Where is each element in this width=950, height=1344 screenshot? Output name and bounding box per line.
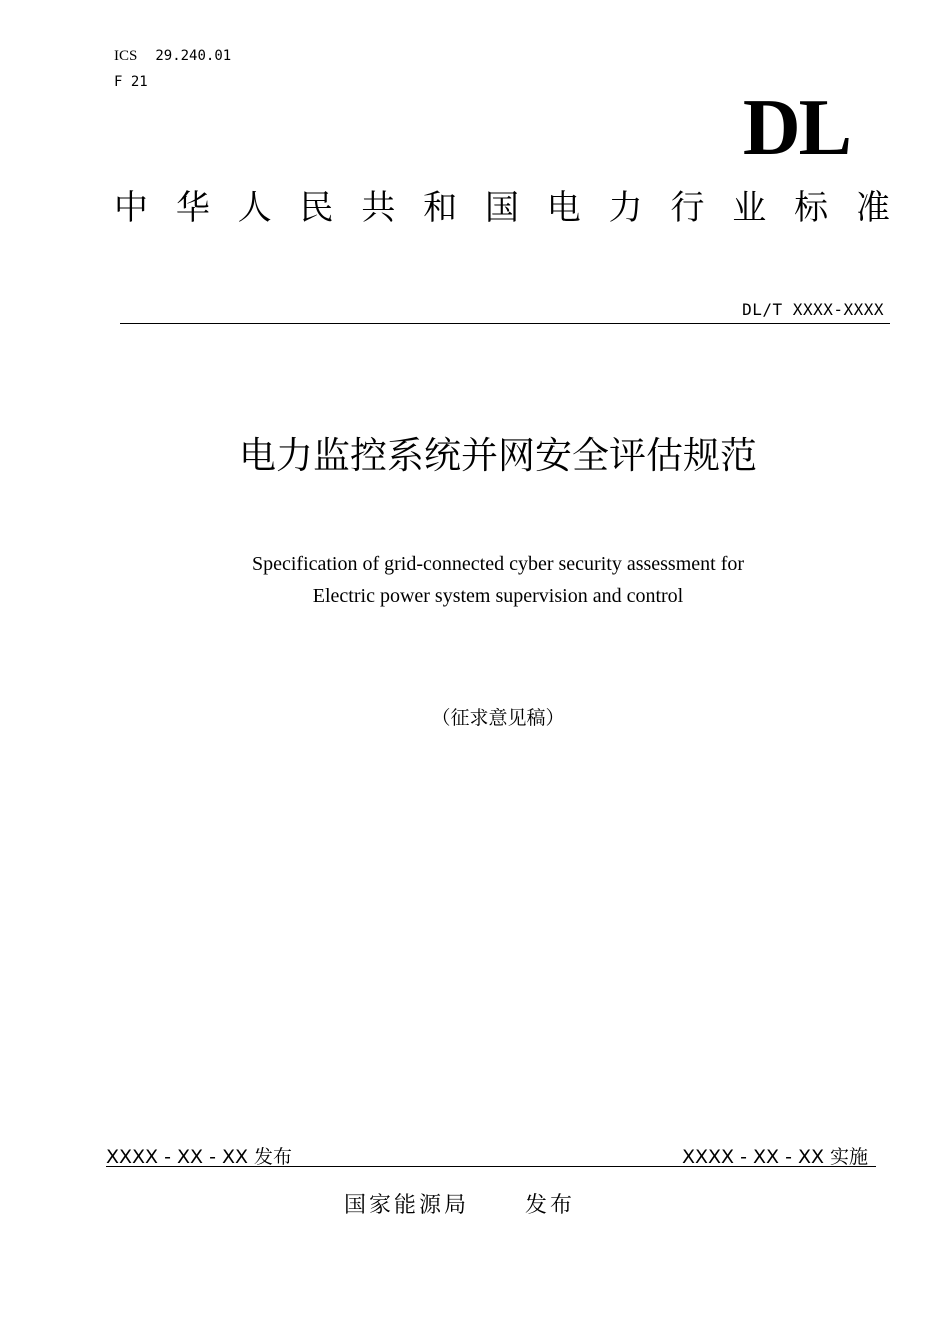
- industry-title-char: 共: [361, 188, 396, 228]
- industry-title-char: 华: [175, 188, 210, 228]
- draft-status: （征求意见稿）: [431, 707, 565, 729]
- industry-title-char: 标: [794, 188, 829, 228]
- industry-title-char: 电: [546, 188, 581, 228]
- standard-number: DL/T XXXX-XXXX: [742, 300, 884, 319]
- header-divider: [120, 323, 890, 324]
- document-title-en: [0, 548, 950, 612]
- industry-title-char: 准: [855, 188, 890, 228]
- footer-divider: [106, 1166, 876, 1167]
- ics-line: [114, 48, 231, 65]
- industry-title-char: 人: [237, 188, 272, 228]
- publish-date: XXXX - XX - XX 发布: [106, 1146, 293, 1168]
- implement-date: XXXX - XX - XX 实施: [682, 1146, 869, 1168]
- industry-title-char: 力: [608, 188, 643, 228]
- publisher-action: 发布: [525, 1193, 576, 1218]
- industry-title-char: 民: [299, 188, 334, 228]
- dl-logo: DL: [742, 84, 850, 172]
- industry-standard-title: [114, 186, 890, 230]
- title-en-line-2: Electric power system supervision and control: [312, 585, 684, 607]
- industry-title-char: 行: [670, 188, 705, 228]
- publisher-name: 国家能源局: [344, 1193, 470, 1218]
- industry-title-char: 国: [484, 188, 519, 228]
- ics-code: 29.240.01: [155, 48, 232, 64]
- industry-title-char: 业: [732, 188, 767, 228]
- industry-title-char: 和: [423, 188, 458, 228]
- industry-title-char: 中: [114, 188, 148, 228]
- publisher: [344, 1188, 575, 1219]
- title-en-line-1: Specification of grid-connected cyber security assessment for: [251, 553, 745, 575]
- classification-code: F 21: [114, 74, 148, 90]
- ics-label: ICS: [114, 48, 138, 64]
- document-title-cn: 电力监控系统并网安全评估规范: [239, 434, 757, 477]
